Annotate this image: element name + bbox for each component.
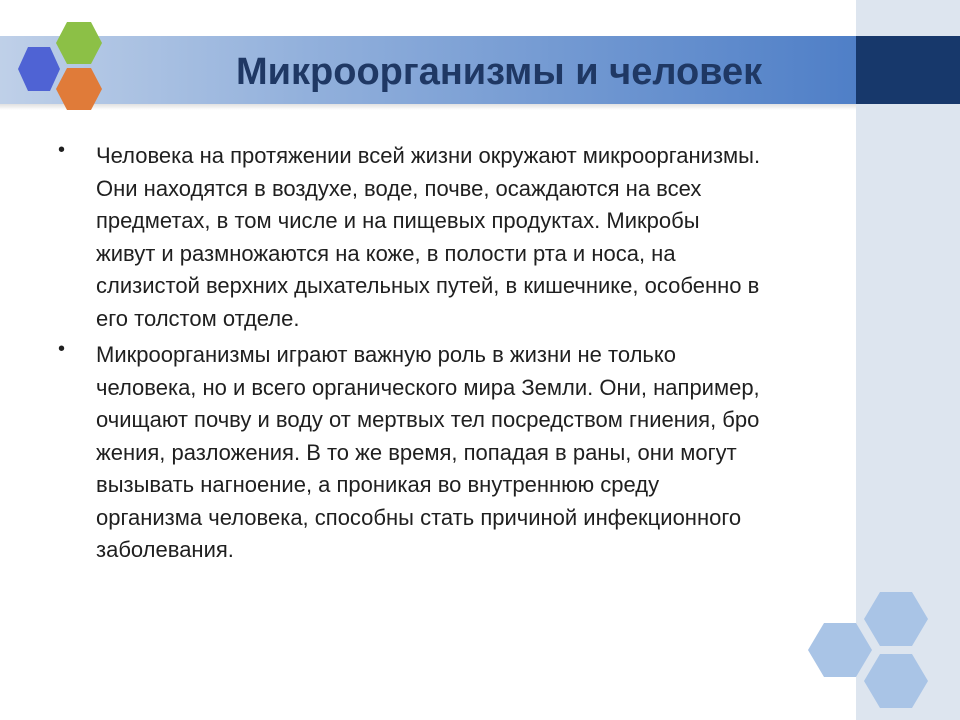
bullet-line: слизистой верхних дыхательных путей, в кишечнике, особенно в	[96, 273, 760, 298]
light-hexagon-icon	[864, 592, 928, 646]
bullet-marker: •	[58, 338, 66, 360]
bullet-line: живут и размножаются на коже, в полости рта и носа, на	[96, 240, 676, 266]
orange-hexagon-icon	[56, 68, 102, 110]
bullet-line: Человека на протяжении всей жизни окружают микроорганизмы.	[96, 143, 761, 168]
bullet-line: организма человека, способны стать причиной инфекционного	[96, 504, 742, 530]
slide-body	[58, 140, 858, 571]
light-hexagon-icon	[808, 623, 872, 677]
bullet-line: вызывать нагноение, а проникая во внутреннюю среду	[96, 472, 660, 497]
title-bar-dark-segment	[856, 36, 960, 104]
blue-hexagon-icon	[18, 47, 60, 91]
bullet-line: предметах, в том числе и на пищевых продуктах. Микробы	[96, 208, 700, 233]
bullet-line: Они находятся в воздухе, воде, почве, осаждаются на всех	[96, 175, 702, 201]
bullet-item	[58, 140, 858, 335]
bullet-line: человека, но и всего органического мира Земли. Они, например,	[96, 374, 760, 400]
slide-title: Микроорганизмы и человек	[236, 51, 763, 93]
light-hexagon-icon	[864, 654, 928, 708]
bullet-line: заболевания.	[96, 537, 234, 562]
hexagon-cluster-logo-icon	[0, 0, 130, 130]
bullet-line: очищают почву и воду от мертвых тел посредством гниения, бро	[96, 407, 760, 432]
bullet-item	[58, 339, 858, 567]
bullet-line: его толстом отделе.	[96, 305, 300, 331]
hexagon-cluster-decoration-icon	[800, 585, 960, 720]
bullet-line: Микроорганизмы играют важную роль в жизни не только	[96, 342, 677, 367]
green-hexagon-icon	[56, 22, 102, 64]
bullet-line: жения, разложения. В то же время, попадая в раны, они могут	[96, 439, 737, 465]
bullet-marker: •	[58, 139, 66, 161]
